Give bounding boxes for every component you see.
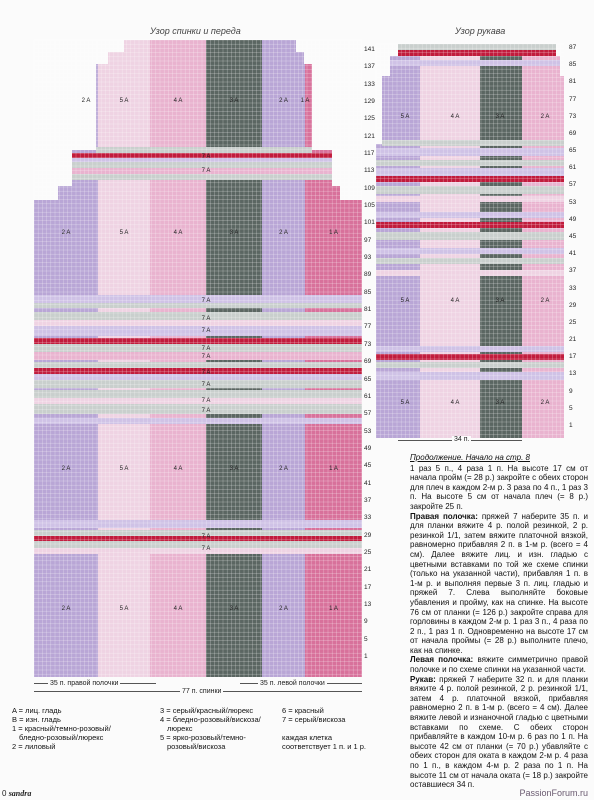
row-number: 69 xyxy=(364,358,372,366)
cell-label: 2 A xyxy=(540,400,550,406)
legend-col-3 xyxy=(282,706,400,751)
legend-item: 3 = серый/красный/люрекс xyxy=(160,706,254,715)
row-number: 77 xyxy=(364,323,372,331)
body-column-block xyxy=(124,40,150,52)
row-number: 17 xyxy=(569,353,577,361)
row-number: 25 xyxy=(364,548,372,556)
right-front-width-label: 35 п. правой полочки xyxy=(50,680,119,687)
cell-label: 2 A xyxy=(540,298,550,304)
stripe-label: 7 A xyxy=(201,408,211,414)
row-number: 57 xyxy=(569,181,577,189)
row-number: 13 xyxy=(364,600,372,608)
row-number: 89 xyxy=(364,271,372,279)
row-number: 121 xyxy=(364,132,375,140)
legend-item xyxy=(282,724,400,733)
row-number: 5 xyxy=(569,404,573,412)
legend-item: люрекс xyxy=(167,724,193,733)
row-number: 5 xyxy=(364,635,368,643)
row-number: 125 xyxy=(364,115,375,123)
sleeve-heading: Рукав: xyxy=(410,674,436,684)
body-column-block xyxy=(108,52,150,64)
sleeve-paragraph xyxy=(410,675,588,790)
left-front-width-label: 35 п. левой полочки xyxy=(260,680,325,687)
row-number: 45 xyxy=(364,462,372,470)
body-stripe xyxy=(96,147,312,153)
legend-item: 2 = лиловый xyxy=(12,742,56,751)
legend-item: каждая клетка xyxy=(282,733,333,742)
sleeve-chart-title: Узор рукава xyxy=(455,26,506,36)
cell-label: 3 A xyxy=(229,98,239,104)
row-number: 65 xyxy=(364,375,372,383)
cell-label: 3 A xyxy=(495,400,505,406)
cell-label: 2 A xyxy=(279,230,288,236)
cell-label: 5 A xyxy=(400,400,410,406)
legend-item: A = лиц. гладь xyxy=(12,706,62,715)
row-number: 141 xyxy=(364,46,375,53)
body-column-block xyxy=(305,186,340,200)
right-front-text: пряжей 7 наберите 35 п. и для планки вяжите 4 р. полой резинкой, 2 р. резинкой 1/1, затем вяжите платочной вязкой, равномерно прибавляя 2 п. в 1-м р. (всего = 4 см). Далее вяжите лиц. и изн. гладью с цветными вставками по той же схеме спинки (только на указанной части), прибавляя 1 п. в 1-м р. и выполняя первые 3 п. лиц. гладью и пряжей 7. Слева выполняйте боковые убавления и пройму, как на спинке. На высоте 76 см от планки (= 126 р.) закройте справа для горловины в каждом 2-м р. 1 раз 3 п., 4 раза по 2 п., 1 раз 1 п. Одновременно на высоте 17 см от начала проймы (= 28 р.) выполните плечо, как на спинке. xyxy=(410,511,588,655)
instructions-text xyxy=(410,453,588,790)
row-number: 73 xyxy=(364,340,372,348)
stripe-label: 7 A xyxy=(201,154,211,160)
body-column-block xyxy=(206,40,262,52)
cell-label: 4 A xyxy=(173,98,183,104)
cell-label: 2 A xyxy=(279,466,288,472)
legend-item: 1 = красный/темно-розовый/ xyxy=(12,724,111,733)
row-number: 9 xyxy=(569,387,573,395)
cell-label: 1 A xyxy=(300,98,310,104)
cell-label: 2 A xyxy=(61,230,71,236)
cell-label: 5 A xyxy=(119,230,129,236)
row-number: 61 xyxy=(364,392,372,400)
stripe-label: 7 A xyxy=(201,328,211,334)
stripe-label: 7 A xyxy=(201,382,211,388)
row-number: 33 xyxy=(569,284,577,292)
cell-label: 2 A xyxy=(61,606,71,612)
cell-label: 5 A xyxy=(119,466,129,472)
left-front-heading: Левая полочка: xyxy=(410,655,474,665)
row-number: 13 xyxy=(569,370,577,378)
row-number: 69 xyxy=(569,129,577,137)
stripe-label: 7 A xyxy=(201,346,211,352)
row-number: 117 xyxy=(364,150,375,158)
cell-label: 2 A xyxy=(81,98,91,104)
legend-item: 5 = ярко-розовый/темно- xyxy=(160,733,246,742)
row-number: 41 xyxy=(569,250,577,258)
body-column-block xyxy=(206,52,262,64)
row-number: 97 xyxy=(364,236,372,244)
stripe-label: 7 A xyxy=(201,370,211,376)
legend-col-2 xyxy=(160,706,300,751)
row-number: 57 xyxy=(364,410,372,418)
row-number: 37 xyxy=(364,496,372,504)
sleeve-text: пряжей 7 наберите 32 п. и для планки вяжите 4 р. полой резинкой, 2 р. резинкой 1/1, затем 4 р. платочной вязкой, прибавляя равномерно 2 п. в 1-м р. (всего = 4 см). Далее вяжите левой и изнаночной гладью с цветными вставками по схеме. С обеих сторон прибавляйте в каждом 10-м р. 6 раз по 1 п. На высоте 42 см от планки (= 70 р.) убавляйте с обеих сторон для оката в каждом 2-м р. 4 раза по 1 п., в каждом 4-м р. 2 раза по 1 п. На высоте 11 см от начала оката (= 18 р.) закройте оставшиеся 34 п. xyxy=(410,674,588,790)
right-front-paragraph xyxy=(410,512,588,656)
row-number: 133 xyxy=(364,80,375,88)
sleeve-width-label: 34 п. xyxy=(454,436,470,443)
right-front-heading: Правая полочка: xyxy=(410,511,478,521)
cell-label: 3 A xyxy=(495,298,505,304)
row-number: 101 xyxy=(364,219,375,227)
row-number: 29 xyxy=(569,301,577,309)
cell-label: 2 A xyxy=(540,114,550,120)
legend-item: розовый/вискоза xyxy=(167,742,226,751)
cell-label: 4 A xyxy=(173,606,183,612)
row-number: 137 xyxy=(364,63,375,71)
brand-logo: sandra xyxy=(8,789,32,798)
sleeve-stripe xyxy=(382,140,564,146)
row-number: 73 xyxy=(569,112,577,120)
legend-col-1 xyxy=(12,706,157,751)
row-number: 87 xyxy=(569,44,577,51)
row-number: 21 xyxy=(364,566,372,574)
row-number: 25 xyxy=(569,318,577,326)
legend-item: соответствует 1 п. и 1 р. xyxy=(282,742,366,751)
row-number: 113 xyxy=(364,167,375,175)
legend-item: B = изн. гладь xyxy=(12,715,61,724)
cell-label: 4 A xyxy=(450,298,460,304)
cell-label: 3 A xyxy=(229,466,239,472)
row-number: 33 xyxy=(364,514,372,522)
stripe-label: 7 A xyxy=(201,298,211,304)
body-column-block xyxy=(262,52,304,64)
row-number: 93 xyxy=(364,254,372,262)
cell-label: 4 A xyxy=(173,230,183,236)
cell-label: 3 A xyxy=(229,606,239,612)
page-number: 0 xyxy=(2,789,7,798)
cell-label: 2 A xyxy=(279,98,288,104)
legend-item: 6 = красный xyxy=(282,706,324,715)
back-paragraph: 1 раз 5 п., 4 раза 1 п. На высоте 17 см от начала пройм (= 28 р.) закройте с обеих сторон для плеч в каждом 2-м р. 3 раза по 4 п., 1 раз 3 п. На высоте 5 см от начала плеч (= 8 р.) закройте 25 п. xyxy=(410,463,588,511)
continuation-note: Продолжение. Начало на стр. 8 xyxy=(410,453,530,462)
body-column-block xyxy=(58,186,98,200)
body-column-block xyxy=(206,186,262,200)
row-number: 41 xyxy=(364,479,372,487)
cell-label: 4 A xyxy=(173,466,183,472)
cell-label: 5 A xyxy=(400,114,410,120)
row-number: 81 xyxy=(569,78,577,86)
row-number: 53 xyxy=(364,427,372,435)
cell-label: 2 A xyxy=(279,606,288,612)
cell-label: 5 A xyxy=(119,606,129,612)
legend-item: 7 = серый/вискоза xyxy=(282,715,346,724)
row-number: 77 xyxy=(569,95,577,103)
watermark: PassionForum.ru xyxy=(519,788,588,798)
stripe-label: 7 A xyxy=(201,398,211,404)
row-number: 85 xyxy=(364,288,372,296)
row-number: 81 xyxy=(364,306,372,314)
row-number: 129 xyxy=(364,98,375,106)
body-column-block xyxy=(98,186,150,200)
row-number: 17 xyxy=(364,583,372,591)
cell-label: 5 A xyxy=(400,298,410,304)
row-number: 45 xyxy=(569,233,577,240)
stripe-label: 7 A xyxy=(201,168,211,174)
row-number: 61 xyxy=(569,164,577,172)
row-number: 21 xyxy=(569,336,577,344)
cell-label: 5 A xyxy=(119,98,129,104)
stripe-label: 7 A xyxy=(201,546,211,552)
row-number: 109 xyxy=(364,184,375,192)
row-number: 1 xyxy=(364,653,368,660)
stripe-label: 7 A xyxy=(201,534,211,540)
legend-item: бледно-розовый/люрекс xyxy=(19,733,104,742)
cell-label: 3 A xyxy=(229,230,239,236)
back-width-label: 77 п. спинки xyxy=(182,688,222,695)
row-number: 9 xyxy=(364,618,368,626)
page-footer xyxy=(2,789,31,798)
row-number: 53 xyxy=(569,198,577,206)
row-number: 1 xyxy=(569,422,573,429)
stripe-label: 7 A xyxy=(201,316,211,322)
row-number: 49 xyxy=(364,444,372,452)
cell-label: 1 A xyxy=(329,606,338,612)
cell-label: 4 A xyxy=(450,114,460,120)
cell-label: 1 A xyxy=(329,466,338,472)
row-number: 105 xyxy=(364,202,375,210)
left-front-text: вяжите симметрично правой полочке и по схеме спинки на указанной части. xyxy=(410,655,588,675)
cell-label: 3 A xyxy=(495,114,505,120)
row-number: 49 xyxy=(569,215,577,223)
cell-label: 1 A xyxy=(329,230,338,236)
cell-label: 2 A xyxy=(61,466,71,472)
row-number: 65 xyxy=(569,147,577,155)
body-chart-title: Узор спинки и переда xyxy=(150,26,241,36)
row-number: 37 xyxy=(569,267,577,275)
body-column-block xyxy=(262,40,296,52)
row-number: 85 xyxy=(569,61,577,69)
row-number: 29 xyxy=(364,531,372,539)
cell-label: 4 A xyxy=(450,400,460,406)
stripe-label: 7 A xyxy=(201,354,211,360)
left-front-paragraph xyxy=(410,655,588,674)
legend-item: 4 = бледно-розовый/вискоза/ xyxy=(160,715,261,724)
